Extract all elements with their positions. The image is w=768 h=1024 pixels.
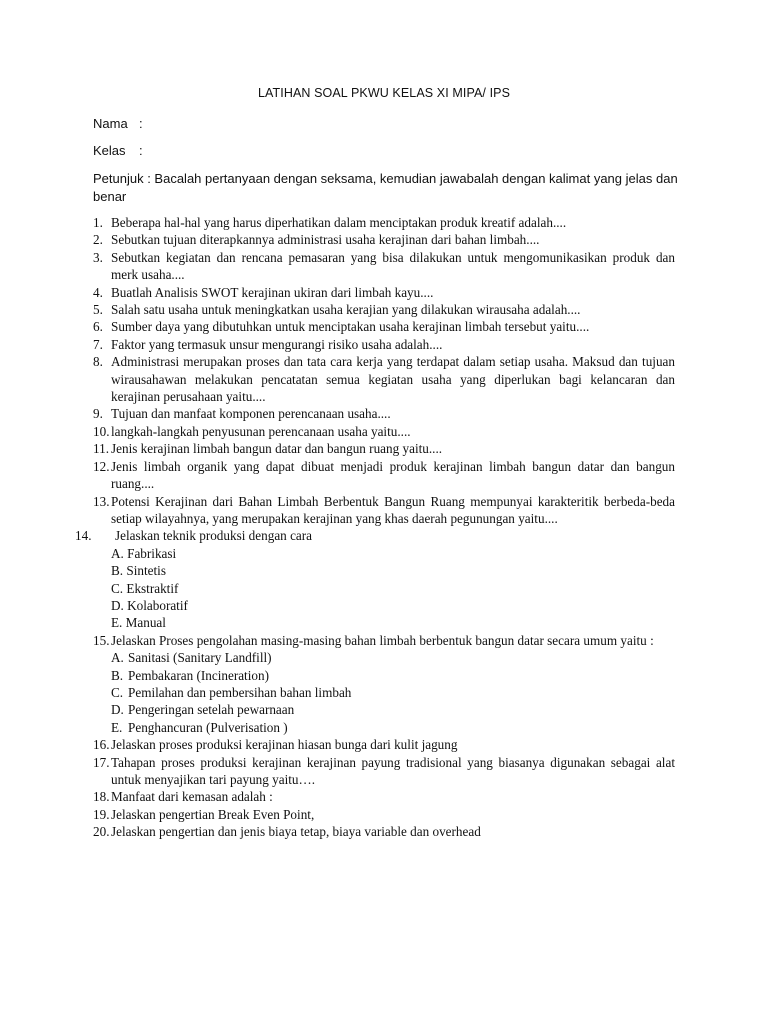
question-number: 7.	[93, 336, 103, 352]
question-number: 12.	[93, 458, 110, 474]
question-text: Sebutkan tujuan diterapkannya administrasi usaha kerajinan dari bahan limbah....	[111, 232, 540, 248]
question-item	[0, 736, 768, 753]
question-number: 2.	[93, 232, 103, 248]
question-item	[0, 231, 768, 248]
question-number: 10.	[93, 423, 110, 439]
question-number: 8.	[93, 354, 103, 370]
option-item	[0, 667, 768, 684]
option-letter: A.	[111, 650, 124, 666]
question-number: 18.	[93, 789, 110, 805]
question-text: Administrasi merupakan proses dan tata cara kerja yang terdapat dalam setiap usaha. Maksud dan tujuan wirausahawan melakukan pencatatan semua kegiatan usaha yang diperlukan bagi kelancaran dan kerajinan perusahaan yaitu....	[111, 354, 675, 405]
question-item	[0, 214, 768, 231]
question-number: 14.	[75, 528, 92, 544]
option-item: B. Sintetis	[111, 563, 166, 579]
question-number: 20.	[93, 824, 110, 840]
option-text: Penghancuran (Pulverisation )	[128, 719, 288, 735]
question-number: 16.	[93, 737, 110, 753]
question-item	[0, 284, 768, 301]
option-text: Pembakaran (Incineration)	[128, 667, 269, 683]
question-text: Jelaskan proses produksi kerajinan hiasan bunga dari kulit jagung	[111, 737, 458, 753]
question-number: 13.	[93, 493, 110, 509]
question-text: Beberapa hal-hal yang harus diperhatikan dalam menciptakan produk kreatif adalah....	[111, 215, 567, 230]
question-item	[0, 405, 768, 422]
option-item	[0, 649, 768, 666]
question-number: 15.	[93, 632, 110, 648]
question-item	[0, 527, 768, 544]
option-item	[0, 719, 768, 736]
page-title: LATIHAN SOAL PKWU KELAS XI MIPA/ IPS	[257, 86, 511, 100]
option-item: E. Manual	[111, 615, 166, 631]
nama-label: Nama	[93, 116, 128, 131]
question-text: Jenis limbah organik yang dapat dibuat menjadi produk kerajinan limbah bangun datar dan bangun ruang....	[111, 458, 675, 492]
question-item	[0, 754, 768, 789]
question-text: Jelaskan pengertian Break Even Point,	[111, 806, 315, 822]
question-item	[0, 458, 768, 493]
nama-colon: :	[139, 116, 143, 131]
option-text: Sanitasi (Sanitary Landfill)	[128, 650, 272, 666]
option-item: D. Kolaboratif	[111, 597, 188, 613]
option-text: Pengeringan setelah pewarnaan	[128, 702, 295, 718]
nama-field	[93, 116, 143, 131]
kelas-label: Kelas	[93, 143, 126, 158]
option-item	[0, 684, 768, 701]
question-item	[0, 423, 768, 440]
question-list	[0, 214, 768, 841]
question-text: Manfaat dari kemasan adalah :	[111, 789, 273, 805]
question-item	[0, 336, 768, 353]
question-number: 9.	[93, 406, 103, 422]
kelas-field	[93, 143, 143, 158]
question-text: Buatlah Analisis SWOT kerajinan ukiran dari limbah kayu....	[111, 284, 434, 300]
question-text: Jenis kerajinan limbah bangun datar dan bangun ruang yaitu....	[111, 441, 443, 457]
question-item	[0, 353, 768, 405]
question-item	[0, 301, 768, 318]
question-item	[0, 318, 768, 335]
question-number: 1.	[93, 215, 103, 230]
option-text: Pemilahan dan pembersihan bahan limbah	[128, 684, 352, 700]
question-number: 6.	[93, 319, 103, 335]
question-item	[0, 806, 768, 823]
question-item	[0, 249, 768, 284]
option-item: C. Ekstraktif	[111, 580, 179, 596]
option-letter: B.	[111, 667, 124, 683]
question-number: 19.	[93, 806, 110, 822]
question-text: Tahapan proses produksi kerajinan kerajinan payung tradisional yang biasanya digunakan sebagai alat untuk menyajikan tari payung yaitu….	[111, 754, 675, 787]
question-text: Jelaskan teknik produksi dengan cara	[115, 528, 313, 544]
question-item	[0, 632, 768, 649]
question-item	[0, 440, 768, 457]
question-number: 11.	[93, 441, 109, 457]
question-text: langkah-langkah penyusunan perencanaan usaha yaitu....	[111, 423, 411, 439]
question-number: 17.	[93, 754, 110, 770]
question-number: 3.	[93, 249, 103, 265]
question-item	[0, 493, 768, 528]
instructions: Petunjuk : Bacalah pertanyaan dengan seksama, kemudian jawabalah dengan kalimat yang jelas dan benar	[93, 171, 678, 204]
option-letter: E.	[111, 719, 123, 735]
question-text: Jelaskan Proses pengolahan masing-masing bahan limbah berbentuk bangun datar secara umum yaitu :	[111, 632, 654, 648]
question-text: Sumber daya yang dibutuhkan untuk menciptakan usaha kerajinan limbah tersebut yaitu....	[111, 319, 590, 335]
question-text: Potensi Kerajinan dari Bahan Limbah Berbentuk Bangun Ruang mempunyai karakteritik berbeda-beda setiap wilayahnya, yang merupakan kerajinan yang khas daerah pegunungan yaitu....	[111, 493, 675, 526]
option-item	[0, 701, 768, 718]
question-text: Sebutkan kegiatan dan rencana pemasaran yang bisa dilakukan untuk mengomunikasikan produk dan merk usaha....	[111, 249, 675, 283]
question-item	[0, 788, 768, 805]
option-letter: C.	[111, 684, 124, 700]
question-text: Faktor yang termasuk unsur mengurangi risiko usaha adalah....	[111, 336, 443, 352]
question-text: Tujuan dan manfaat komponen perencanaan usaha....	[111, 406, 391, 422]
kelas-colon: :	[139, 143, 143, 158]
question-item	[0, 823, 768, 840]
question-number: 4.	[93, 284, 103, 300]
question-number: 5.	[93, 302, 103, 318]
question-text: Salah satu usaha untuk meningkatkan usaha kerajian yang dilakukan wirausaha adalah....	[111, 302, 581, 318]
option-letter: D.	[111, 702, 124, 718]
question-text: Jelaskan pengertian dan jenis biaya tetap, biaya variable dan overhead	[111, 824, 481, 840]
option-item: A. Fabrikasi	[111, 545, 177, 561]
